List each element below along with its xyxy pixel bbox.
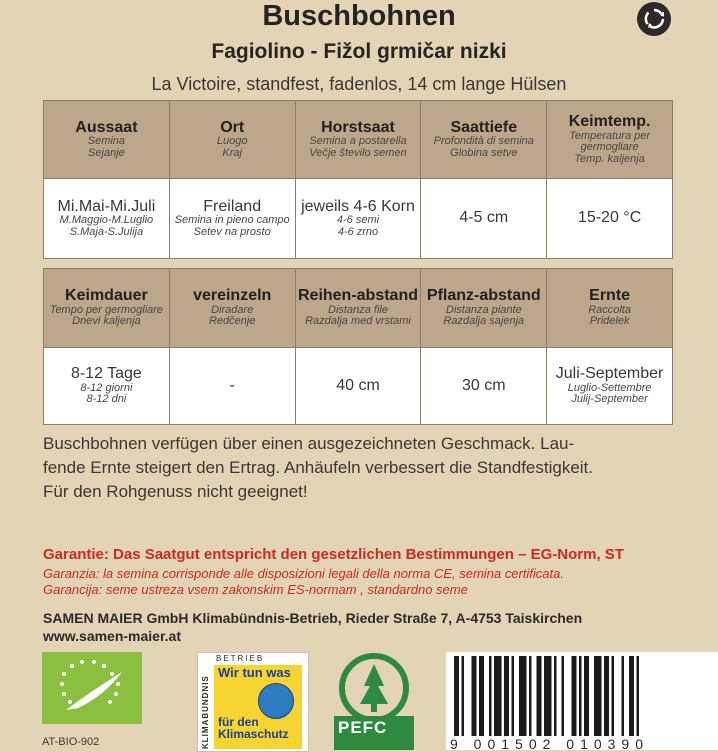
eu-organic-logo [42, 652, 142, 724]
header-cell-pflanzabstand [421, 269, 547, 348]
header-it: Diradare [211, 303, 254, 316]
value-sl: 4-6 zrno [337, 225, 379, 238]
value-it: Luglio-Settembre [567, 381, 652, 394]
header-de: Reihen-abstand [297, 287, 418, 305]
header-de: vereinzeln [193, 287, 272, 305]
header-it: Semina [87, 135, 126, 148]
growing-table-header-row [44, 269, 673, 348]
value-cell-aussaat [44, 179, 170, 259]
value-sl: S.Maja-S.Julija [69, 225, 144, 238]
klima-line-3: Klimaschutz [218, 727, 289, 741]
header-sl: Večje število semen [309, 146, 407, 159]
header-cell-aussaat [44, 101, 170, 179]
header-cell-reihenabstand [295, 269, 421, 348]
klimabuendnis-logo [197, 652, 309, 752]
value-main: 30 cm [462, 376, 506, 394]
header-sl: Pridelek [589, 315, 630, 328]
header-it: Distanza piante [445, 303, 522, 316]
header-cell-vereinzeln [169, 269, 295, 348]
header-it: Tempo per germogliare [49, 303, 164, 316]
description-line: Für den Rohgenuss nicht geeignet! [43, 482, 308, 501]
header-cell-saattiefe [421, 101, 547, 179]
recycle-icon [637, 2, 671, 36]
sowing-table [43, 100, 673, 259]
klima-line-2: für den [218, 715, 259, 729]
value-it: M.Maggio-M.Luglio [59, 214, 154, 227]
eu-leaf-stars-icon [42, 652, 142, 724]
klima-top-label: BETRIEB [216, 654, 265, 663]
pefc-label: PEFC [338, 718, 388, 737]
product-description [43, 432, 673, 504]
description-line: fende Ernte steigert den Ertrag. Anhäufeln verbessert die Standfestigkeit. [43, 458, 594, 477]
header-de: Keimtemp. [568, 112, 651, 130]
value-cell-ernte [547, 348, 673, 425]
header-it: Profondità di semina [433, 135, 534, 148]
header-sl: Kraj [222, 146, 242, 159]
value-sl: Setev na prosto [193, 225, 271, 238]
value-main: 4-5 cm [459, 209, 509, 227]
value-main: 8-12 Tage [70, 365, 142, 383]
value-cell-saattiefe [421, 179, 547, 259]
barcode-number: 9 001502 010390 [450, 736, 649, 752]
header-de: Aussaat [75, 118, 138, 136]
header-de: Keimdauer [65, 287, 148, 305]
value-sl: 8-12 dni [86, 393, 127, 406]
klima-line-1: Wir tun was [218, 665, 291, 680]
value-main: Juli-September [555, 365, 664, 383]
company-address: SAMEN MAIER GmbH Klimabündnis-Betrieb, Rieder Straße 7, A-4753 Taiskirchen [43, 610, 583, 626]
value-sl: Julij-September [571, 393, 648, 406]
product-subtitle: Fagiolino - Fižol grmičar nizki [211, 40, 507, 63]
value-main: 15-20 °C [577, 209, 642, 227]
header-it: Luogo [216, 135, 248, 148]
header-sl: Globina setve [450, 146, 518, 159]
header-sl: Razdalja med vrstami [305, 315, 411, 328]
growing-table [43, 268, 673, 425]
header-sl: Dnevi kaljenja [72, 315, 141, 328]
header-cell-keimtemp [547, 101, 673, 179]
header-sl: Sejanje [88, 146, 125, 159]
value-cell-horstsaat [295, 179, 421, 259]
header-it: Distanza file [328, 303, 388, 316]
eu-bio-code: AT-BIO-902 [42, 736, 100, 748]
guarantee-sl: Garancija: seme ustreza vsem zakonskim ES-normam , standardno seme [43, 582, 468, 597]
header-de: Saattiefe [450, 118, 518, 136]
header-de: Ernte [589, 287, 631, 305]
value-cell-pflanzabstand [421, 348, 547, 425]
value-cell-ort [169, 179, 295, 259]
value-main: jeweils 4-6 Korn [301, 197, 415, 215]
company-website[interactable]: www.samen-maier.at [43, 628, 181, 644]
growing-table-value-row [44, 348, 673, 425]
value-it: 8-12 giorni [80, 381, 133, 394]
header-it: Raccolta [588, 303, 631, 316]
value-main: 40 cm [336, 376, 380, 394]
header-cell-ort [169, 101, 295, 179]
value-cell-keimtemp [547, 179, 673, 259]
header-cell-ernte [547, 269, 673, 348]
value-main: - [229, 376, 235, 394]
value-cell-reihenabstand [295, 348, 421, 425]
header-it: Temperatura per germogliare [569, 129, 651, 154]
product-title: Buschbohnen [262, 0, 456, 32]
guarantee-it: Garanzia: la semina corrisponde alle disposizioni legali della norma CE, semina certificata. [43, 566, 564, 581]
value-cell-vereinzeln [169, 348, 295, 425]
header-sl: Temp. kaljenja [574, 152, 645, 165]
header-de: Ort [220, 118, 245, 136]
sowing-table-value-row [44, 179, 673, 259]
value-main: Freiland [203, 197, 262, 215]
value-cell-keimdauer [44, 348, 170, 425]
value-it: Semina in pieno campo [174, 214, 290, 227]
header-cell-keimdauer [44, 269, 170, 348]
header-de: Horstsaat [321, 118, 395, 136]
guarantee-de: Garantie: Das Saatgut entspricht den gesetzlichen Bestimmungen – EG-Norm, ST [43, 546, 624, 563]
globe-icon [258, 683, 294, 719]
header-it: Semina a postarella [309, 135, 407, 148]
value-main: Mi.Mai-Mi.Juli [57, 197, 156, 215]
header-de: Pflanz-abstand [426, 287, 541, 305]
header-sl: Razdalja sajenja [443, 315, 525, 328]
header-cell-horstsaat [295, 101, 421, 179]
description-line: Buschbohnen verfügen über einen ausgezeichneten Geschmack. Lau- [43, 434, 575, 453]
header-sl: Redčenje [208, 315, 256, 328]
variety-description: La Victoire, standfest, fadenlos, 14 cm lange Hülsen [151, 74, 567, 94]
value-it: 4-6 semi [336, 214, 380, 227]
klima-side-label: KLIMABÜNDNIS [201, 675, 210, 749]
sowing-table-header-row [44, 101, 673, 179]
